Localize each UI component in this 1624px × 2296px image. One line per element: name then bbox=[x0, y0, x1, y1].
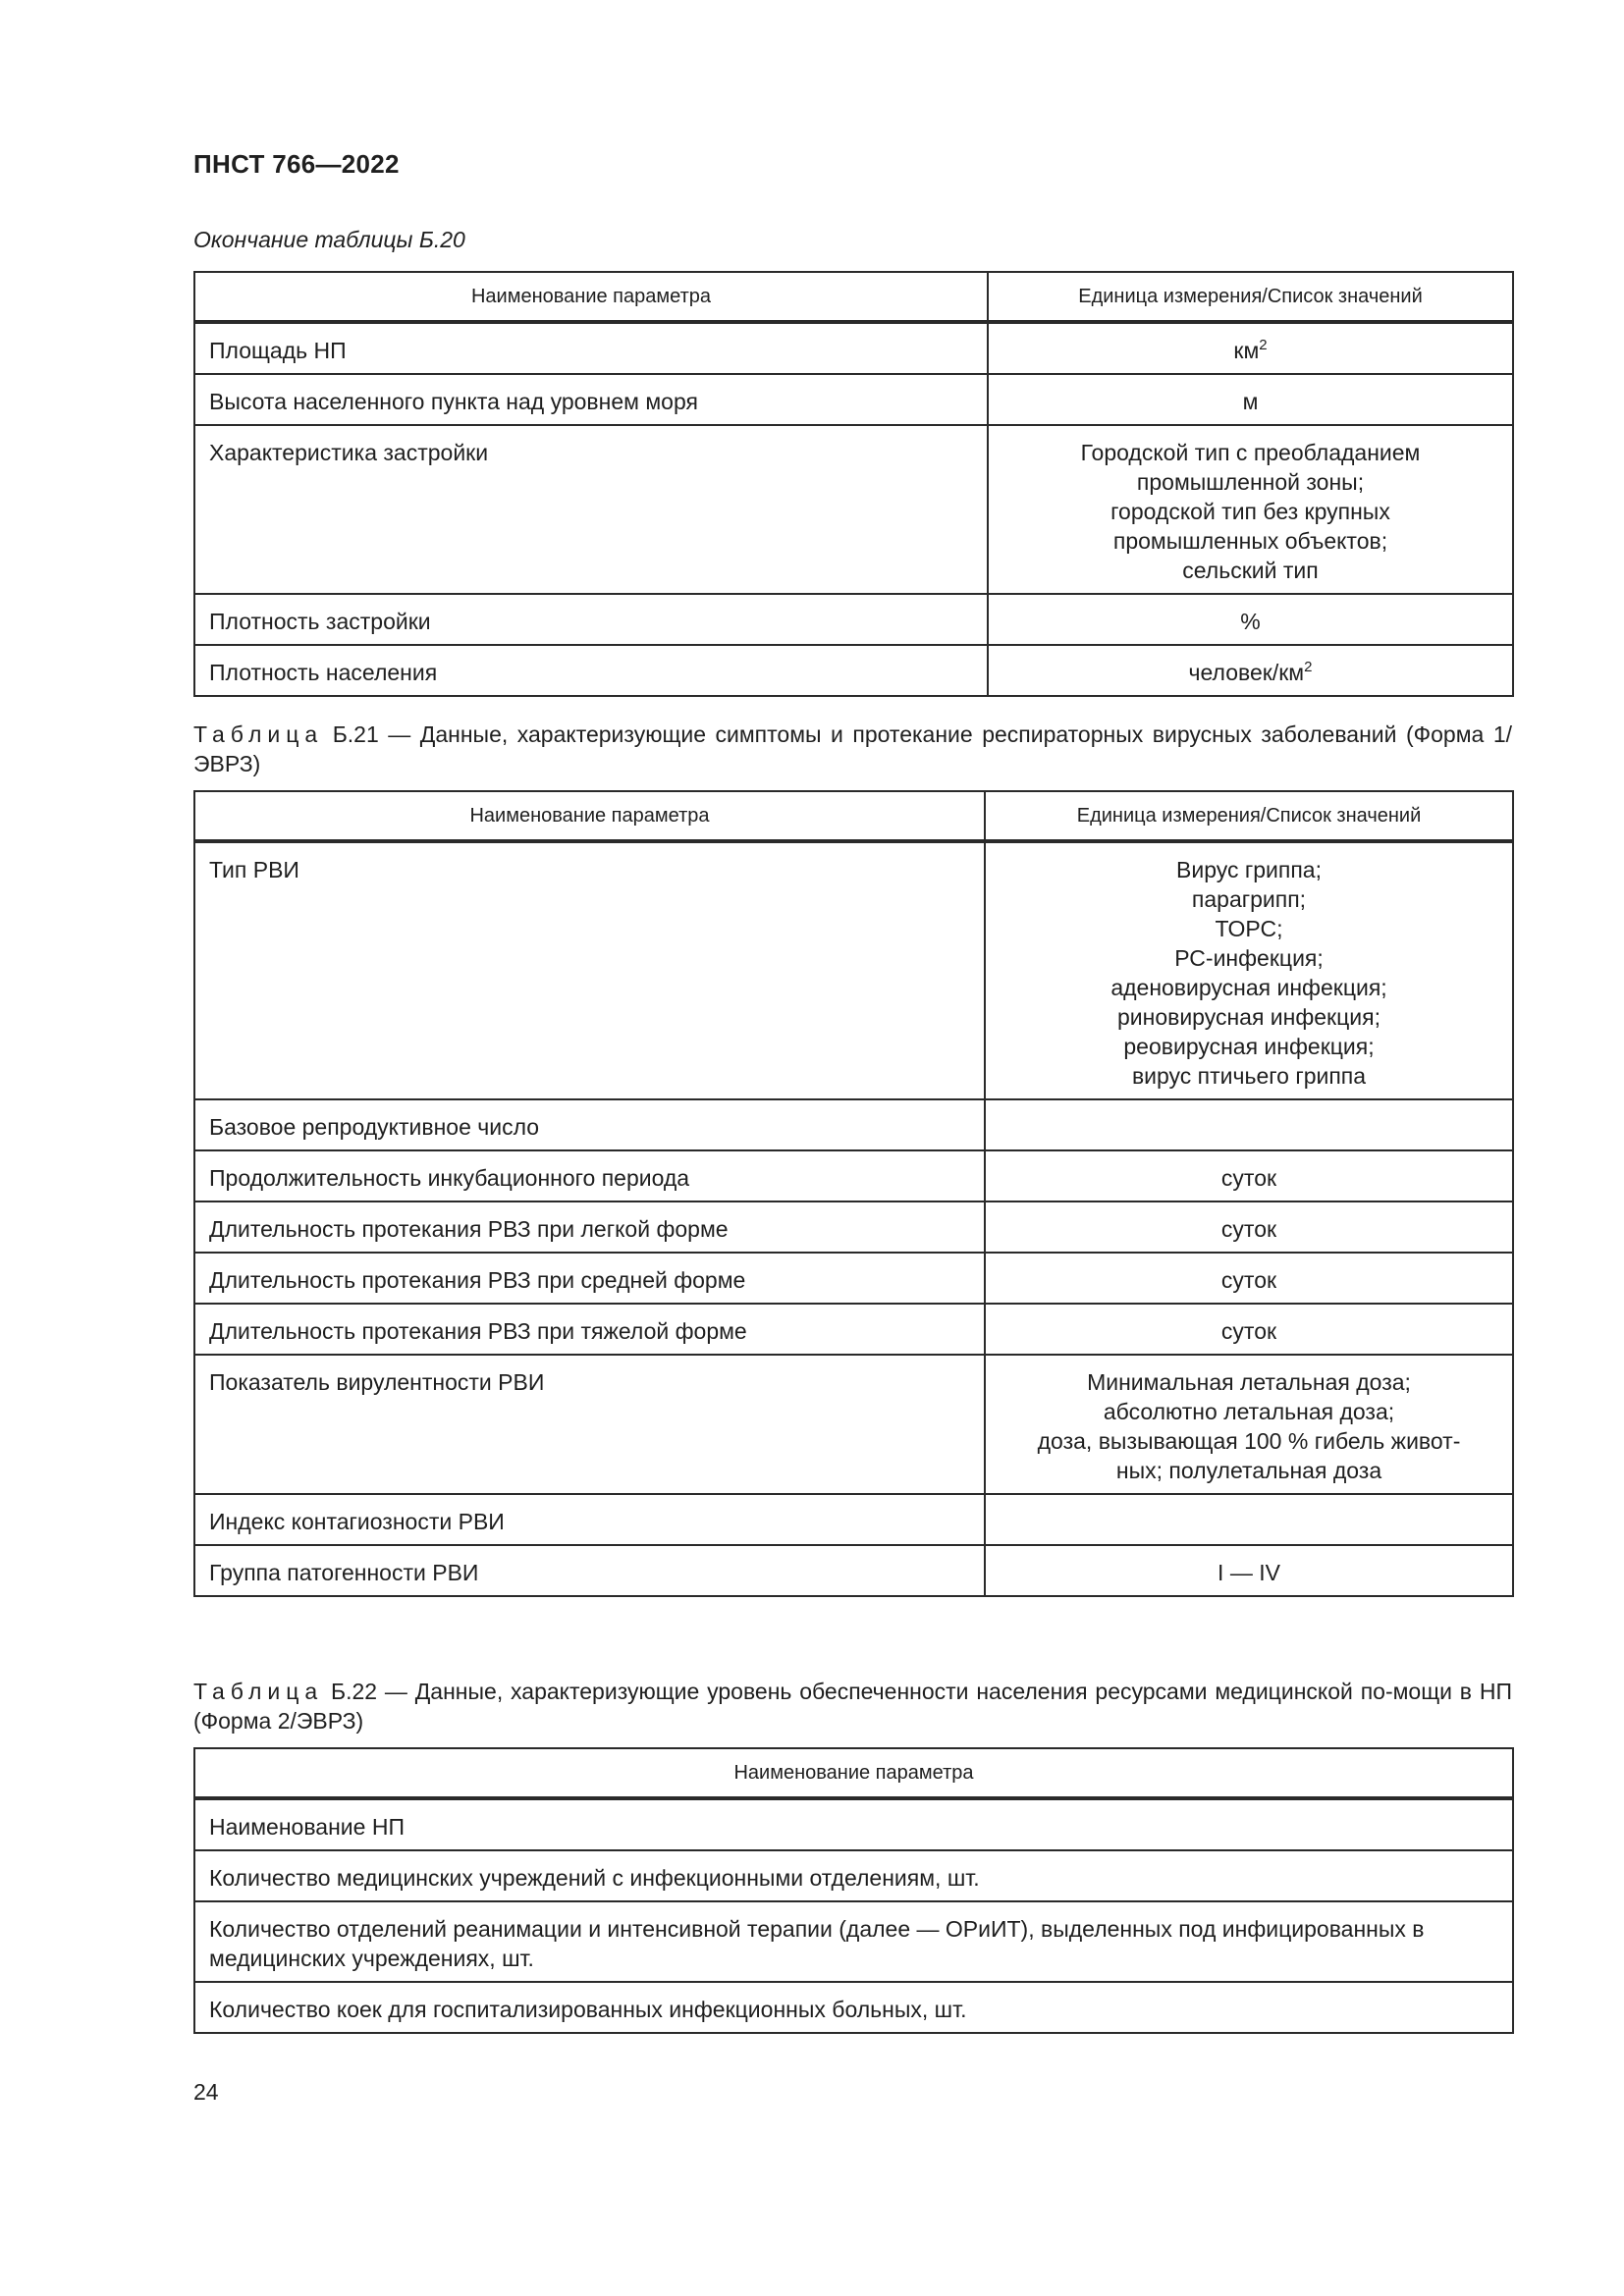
table-row bbox=[194, 1355, 1513, 1494]
table-row bbox=[194, 1901, 1513, 1982]
table-header-row bbox=[194, 272, 1513, 322]
table-row bbox=[194, 1304, 1513, 1355]
param-cell: Плотность застройки bbox=[194, 594, 988, 645]
table-row bbox=[194, 1201, 1513, 1253]
unit-cell bbox=[985, 1494, 1513, 1545]
param-cell: Наименование НП bbox=[194, 1798, 1513, 1850]
unit-cell: суток bbox=[985, 1253, 1513, 1304]
unit-cell: суток bbox=[985, 1201, 1513, 1253]
column-header-parameter: Наименование параметра bbox=[194, 1748, 1513, 1798]
unit-cell: Минимальная летальная доза; абсолютно летальная доза; доза, вызывающая 100 % гибель живот- ных; полулетальная доза bbox=[985, 1355, 1513, 1494]
table-row bbox=[194, 1545, 1513, 1596]
unit-cell: человек/$км^2$ bbox=[988, 645, 1513, 696]
unit-cell: суток bbox=[985, 1304, 1513, 1355]
table-b21-caption: Таблица Б.21 — Данные, характеризующие симптомы и протекание респираторных вирусных заболеваний (Форма 1/ЭВРЗ) bbox=[193, 721, 1513, 776]
column-header-unit: Единица измерения/Список значений bbox=[988, 272, 1513, 322]
param-cell: Длительность протекания РВЗ при средней форме bbox=[194, 1253, 985, 1304]
table-b21 bbox=[193, 790, 1514, 1597]
unit-cell: Вирус гриппа; парагрипп; ТОРС; РС-инфекция; аденовирусная инфекция; риновирусная инфекция; реовирусная инфекция; вирус птичьего гриппа bbox=[985, 841, 1513, 1099]
table-row bbox=[194, 1253, 1513, 1304]
page-number: 24 bbox=[193, 2079, 219, 2105]
unit-cell: м bbox=[988, 374, 1513, 425]
unit-cell: Городской тип с преобладанием промышленной зоны; городской тип без крупных промышленных объектов; сельский тип bbox=[988, 425, 1513, 594]
table-row bbox=[194, 1150, 1513, 1201]
table-row bbox=[194, 1099, 1513, 1150]
table-row bbox=[194, 1798, 1513, 1850]
param-cell: Тип РВИ bbox=[194, 841, 985, 1099]
unit-cell: I — IV bbox=[985, 1545, 1513, 1596]
param-cell: Высота населенного пункта над уровнем моря bbox=[194, 374, 988, 425]
param-cell: Количество коек для госпитализированных инфекционных больных, шт. bbox=[194, 1982, 1513, 2033]
param-cell: Индекс контагиозности РВИ bbox=[194, 1494, 985, 1545]
param-cell: Количество отделений реанимации и интенсивной терапии (далее — ОРиИТ), выделенных под инфицированных в медицинских учреждениях, шт. bbox=[194, 1901, 1513, 1982]
param-cell: Базовое репродуктивное число bbox=[194, 1099, 985, 1150]
param-cell: Длительность протекания РВЗ при легкой форме bbox=[194, 1201, 985, 1253]
table-header-row bbox=[194, 791, 1513, 841]
table-row bbox=[194, 425, 1513, 594]
param-cell: Продолжительность инкубационного периода bbox=[194, 1150, 985, 1201]
table-row bbox=[194, 1494, 1513, 1545]
param-cell: Характеристика застройки bbox=[194, 425, 988, 594]
table-row bbox=[194, 374, 1513, 425]
table-b22 bbox=[193, 1747, 1514, 2034]
table-b20 bbox=[193, 271, 1514, 697]
table-row bbox=[194, 645, 1513, 696]
param-cell: Длительность протекания РВЗ при тяжелой форме bbox=[194, 1304, 985, 1355]
param-cell: Плотность населения bbox=[194, 645, 988, 696]
table-b20-caption: Окончание таблицы Б.20 bbox=[193, 227, 465, 252]
table-row bbox=[194, 1850, 1513, 1901]
unit-cell: суток bbox=[985, 1150, 1513, 1201]
unit-cell: $км^2$ bbox=[988, 322, 1513, 374]
table-header-row bbox=[194, 1748, 1513, 1798]
unit-cell bbox=[985, 1099, 1513, 1150]
table-row bbox=[194, 594, 1513, 645]
column-header-parameter: Наименование параметра bbox=[194, 791, 985, 841]
table-row bbox=[194, 1982, 1513, 2033]
param-cell: Площадь НП bbox=[194, 322, 988, 374]
param-cell: Количество медицинских учреждений с инфекционными отделениям, шт. bbox=[194, 1850, 1513, 1901]
param-cell: Показатель вирулентности РВИ bbox=[194, 1355, 985, 1494]
param-cell: Группа патогенности РВИ bbox=[194, 1545, 985, 1596]
column-header-unit: Единица измерения/Список значений bbox=[985, 791, 1513, 841]
unit-cell: % bbox=[988, 594, 1513, 645]
table-row bbox=[194, 322, 1513, 374]
table-b22-caption: Таблица Б.22 — Данные, характеризующие уровень обеспеченности населения ресурсами медицинской по-мощи в НП (Форма 2/ЭВРЗ) bbox=[193, 1679, 1512, 1734]
column-header-parameter: Наименование параметра bbox=[194, 272, 988, 322]
table-row bbox=[194, 841, 1513, 1099]
document-header: ПНСТ 766—2022 bbox=[193, 149, 400, 179]
